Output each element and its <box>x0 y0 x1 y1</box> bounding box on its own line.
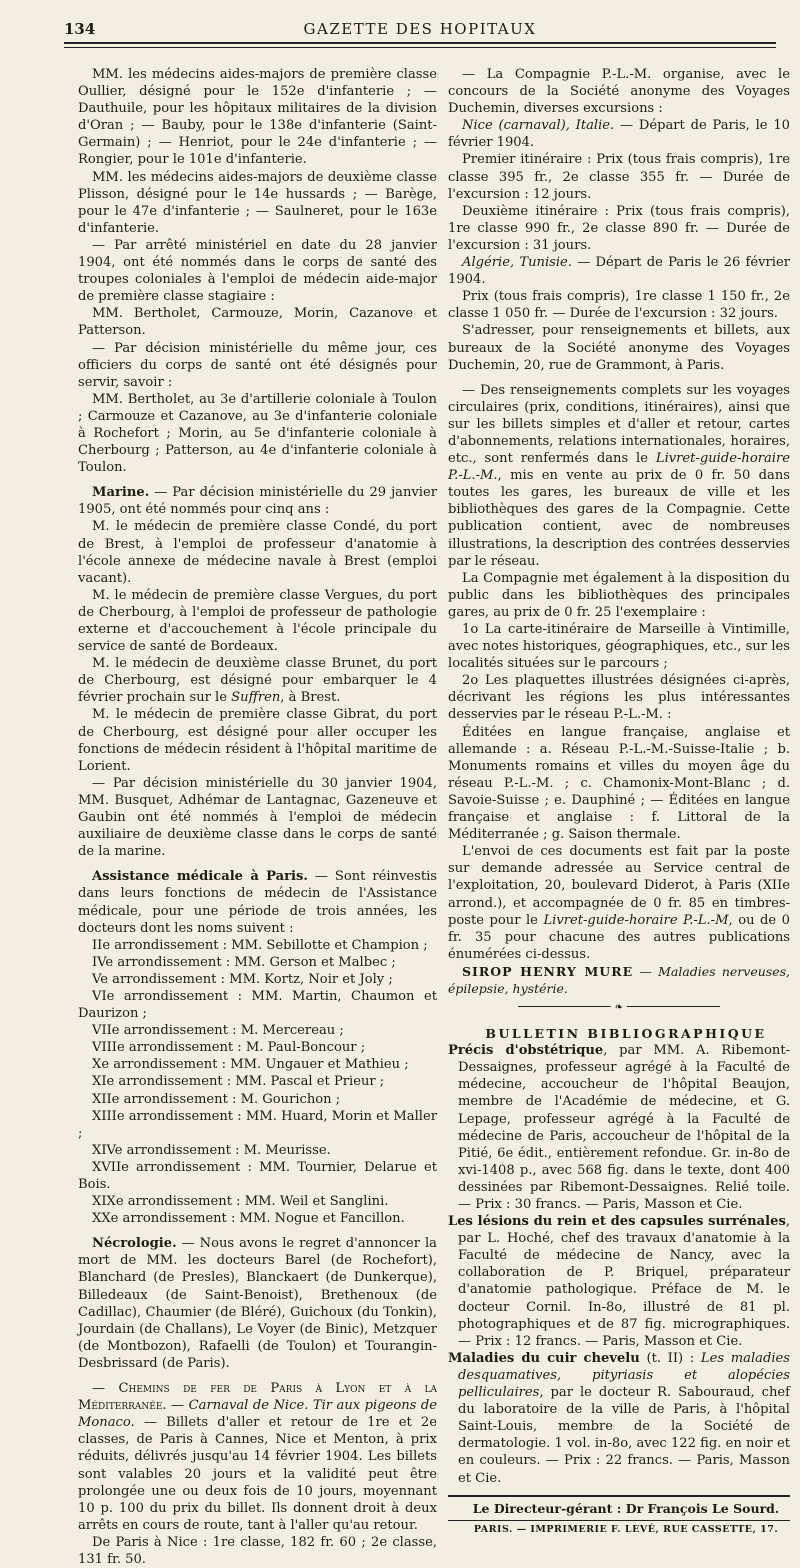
paragraph: Prix (tous frais compris), 1re classe 1 150 fr., 2e classe 1 050 fr. — Durée de l'excursion : 32 jours. <box>448 289 790 322</box>
text-italic: Algérie, Tunisie. <box>462 255 572 271</box>
section-heading: — Chemins de fer de Paris à Lyon et à la Méditerranée. <box>78 1381 437 1414</box>
entry-text: (t. II) : <box>639 1350 701 1366</box>
bibliography-entry <box>448 1213 790 1350</box>
paragraph: — Par décision ministérielle du même jour, ces officiers du corps de santé ont été désignés pour servir, savoir : <box>78 340 437 390</box>
entry-text: , par MM. A. Ribemont-Dessaignes, professeur agrégé à la Faculté de médecine, accoucheur de l'hôpital Beaujon, membre de l'Académie de médecine, et G. Lepage, professeur agrégé à la Faculté de médecine de Paris, accoucheur de l'hôpital de la Pitié, 6e édit., entièrement refondue. Gr. in-8o de xvi-1408 p., avec 568 fig. dans le texte, dont 400 dessinées par Ribemont-Dessaignes. Relié toile. — Prix : 30 francs. — Paris, Masson et Cie. <box>458 1043 791 1212</box>
section-necrologie <box>78 1235 437 1372</box>
section-text: — Sont réinvestis dans leurs fonctions de médecin de l'Assistance médicale, pour une période de trois années, les docteurs dont les noms suivent : <box>78 869 438 936</box>
paragraph: Éditées en langue française, anglaise et allemande : a. Réseau P.-L.-M.-Suisse-Italie ; b. Monuments romains et villes du moyen âge du réseau P.-L.-M. ; c. Chamonix-Mont-Blanc ; d. Savoie-Suisse ; e. Dauphiné ; — Éditées en langue française et anglaise : f. Littoral de la Méditerranée ; g. Saison thermale. <box>448 724 790 843</box>
text-run: — Des renseignements complets sur les voyages circulaires (prix, conditions, itinéraires), ainsi que sur les billets simples et d'aller et retour, cartes d'abonnements, relations internationales, horaires, etc., sont renfermés dans le <box>448 382 790 467</box>
section-text: — Par décision ministérielle du 29 janvier 1905, ont été nommés pour cinq ans : <box>78 485 437 518</box>
section-heading: Marine. <box>92 485 150 501</box>
ship-name: Suffren <box>231 690 281 706</box>
bulletin-title: BULLETIN BIBLIOGRAPHIQUE <box>485 1026 767 1042</box>
text-italic: Livret-guide-horaire P.-L.-M. <box>448 451 790 484</box>
text-run: , ou de 0 fr. 35 pour chacune des autres publications énumérées ci-dessus. <box>448 912 791 962</box>
section-text: — Billets d'aller et retour de 1re et 2e classes, de Paris à Cannes, Nice et Menton, à prix réduits, délivrés jusqu'au 14 février 1904. Les billets sont valables 20 jours et la validité peut être prolongée une ou deux fois de 10 jours, moyennant 10 p. 100 du prix du billet. Ils donnent droit à deux arrêts en cours de route, tant à l'aller qu'au retour. <box>78 1415 437 1533</box>
text-italic: Livret-guide-horaire P.-L.-M <box>543 912 729 928</box>
section-heading: Assistance médicale à Paris. <box>92 869 308 885</box>
ornament-icon: ❧ <box>611 999 627 1016</box>
list-item: XIVe arrondissement : M. Meurisse. <box>92 1142 331 1158</box>
section-heading: Nécrologie. <box>92 1236 177 1252</box>
entry-text: , par L. Hoché, chef des travaux d'anatomie à la Faculté de médecine de Nancy, avec la collaboration de P. Briquel, préparateur d'anatomie pathologique. Préface de M. le docteur Cornil. In-8o, illustré de 81 pl. photographiques et de 87 fig. micrographiques. — Prix : 12 francs. — Paris, Masson et Cie. <box>458 1214 790 1349</box>
text-italic: Nice (carnaval), Italie. <box>462 118 615 134</box>
bibliography-entry <box>448 1042 790 1213</box>
list-item: VIIIe arrondissement : M. Paul-Boncour ; <box>92 1040 366 1056</box>
paragraph: M. le médecin de première classe Condé, du port de Brest, à l'emploi de professeur d'anatomie à l'école annexe de médecine navale à Brest (emploi vacant). <box>78 519 437 586</box>
advertisement-sirop <box>448 963 790 997</box>
paragraph: 1o La carte-itinéraire de Marseille à Vintimille, avec notes historiques, géographiques, etc., sur les localités situées sur le parcours ; <box>448 622 790 672</box>
header-rule-thin <box>64 47 776 48</box>
list-item: XIXe arrondissement : MM. Weil et Sanglini. <box>92 1194 389 1210</box>
list-item: XIe arrondissement : MM. Pascal et Prieur ; <box>92 1074 385 1090</box>
list-item: Ve arrondissement : MM. Kortz, Noir et Joly ; <box>92 971 393 987</box>
entry-title: Précis d'obstétrique <box>448 1043 604 1059</box>
text-run: — Départ de Paris, le 10 février 1904. <box>448 118 790 151</box>
paragraph: MM. Bertholet, Carmouze, Morin, Cazanove et Patterson. <box>78 306 437 339</box>
paragraph: MM. les médecins aides-majors de deuxième classe Plisson, désigné pour le 14e hussards ; — Barège, pour le 47e d'infanterie ; — Saulneret, pour le 163e d'infanterie. <box>78 169 437 236</box>
paragraph: M. le médecin de première classe Vergues, du port de Cherbourg, à l'emploi de professeur de pathologie externe et d'accouchement à l'école principale du service de santé de Bordeaux. <box>78 587 437 655</box>
text-run: M. le médecin de deuxième classe Brunet, du port de Cherbourg, est désigné pour embarquer le 4 février prochain sur le <box>78 656 437 706</box>
paragraph: — Par décision ministérielle du 30 janvier 1904, MM. Busquet, Adhémar de Lantagnac, Gazeneuve et Gaubin ont été nommés à l'emploi de médecin auxiliaire de deuxième classe dans le corps de santé de la marine. <box>78 775 437 860</box>
paragraph <box>448 843 790 963</box>
page-number: 134 <box>64 20 96 38</box>
paragraph: — Par arrêté ministériel en date du 28 janvier 1904, ont été nommés dans le corps de santé des troupes coloniales à l'emploi de médecin aide-major de première classe stagiaire : <box>78 237 437 305</box>
list-item: Xe arrondissement : MM. Ungauer et Mathieu ; <box>92 1057 409 1073</box>
bibliography-entry <box>448 1350 790 1487</box>
text-run: , à Brest. <box>280 690 341 706</box>
paragraph <box>448 254 790 288</box>
entry-title: Maladies du cuir chevelu <box>448 1350 640 1366</box>
paragraph: M. le médecin de première classe Gibrat, du port de Cherbourg, est désigné pour aller occuper les fonctions de médecin résident à l'hôpital maritime de Lorient. <box>78 707 437 774</box>
paragraph: S'adresser, pour renseignements et billets, aux bureaux de la Société anonyme des Voyages Duchemin, 20, rue de Grammont, à Paris. <box>448 323 790 373</box>
text-run: — Départ de Paris le 26 février 1904. <box>448 255 790 288</box>
entry-text: , par le docteur R. Sabouraud, chef du laboratoire de la ville de Paris, à l'hôpital Saint-Louis, membre de la Société de dermatologie. 1 vol. in-8o, avec 122 fig. en noir et en couleurs. — Prix : 22 francs. — Paris, Masson et Cie. <box>458 1385 790 1486</box>
section-chemins-de-fer <box>78 1380 437 1534</box>
list-item: VIIe arrondissement : M. Mercereau ; <box>92 1023 344 1039</box>
header-rule-thick <box>64 42 776 44</box>
advertisement-text: — Maladies nerveuses, épilepsie, hystérie. <box>448 963 790 996</box>
list-item: XXe arrondissement : MM. Nogue et Fancillon. <box>92 1211 405 1227</box>
paragraph: De Paris à Nice : 1re classe, 182 fr. 60 ; 2e classe, 131 fr. 50. <box>78 1534 437 1567</box>
director-line: Le Directeur-gérant : Dr François Le Sourd. <box>472 1500 780 1516</box>
paragraph: MM. Bertholet, au 3e d'artillerie coloniale à Toulon ; Carmouze et Cazanove, au 3e d'infanterie coloniale à Rochefort ; Morin, au 5e d'infanterie coloniale à Cherbourg ; Patterson, au 4e d'infanterie coloniale à Toulon. <box>78 391 437 476</box>
list-item: XVIIe arrondissement : MM. Tournier, Delarue et Bois. <box>78 1159 437 1192</box>
section-text: — Nous avons le regret d'annoncer la mort de MM. les docteurs Barel (de Rochefort), Blanchard (de Presles), Blanckaert (de Dunkerque), Billedeaux (de Saint-Benoist), Brethenoux (de Cadillac), Chaumier (de Bléré), Guichoux (du Tonkin), Jourdain (de Challans), Le Voyer (de Binic), Metzquer (de Montbozon), Rafaelli (de Toulon) et Tourangin-Desbrissard (de Paris). <box>78 1236 437 1371</box>
paragraph: 2o Les plaquettes illustrées désignées ci-après, décrivant les régions les plus intéressantes desservies par le réseau P.-L.-M. : <box>448 673 790 723</box>
paragraph: Deuxième itinéraire : Prix (tous frais compris), 1re classe 990 fr., 2e classe 890 fr. — Durée de l'excursion : 31 jours. <box>448 203 790 253</box>
entry-italic: Les maladies desquamatives, pityriasis et alopécies pelliculaires <box>458 1350 790 1401</box>
paragraph <box>448 382 790 570</box>
left-column <box>78 66 437 1568</box>
printer-line: PARIS. — IMPRIMERIE F. LEVÉ, RUE CASSETTE, 17. <box>473 1523 779 1535</box>
list-item: IIe arrondissement : MM. Sebillotte et Champion ; <box>92 937 428 953</box>
list-item: XIIe arrondissement : M. Gourichon ; <box>92 1091 341 1107</box>
journal-title: GAZETTE DES HOPITAUX <box>303 20 537 38</box>
entry-title: Les lésions du rein et des capsules surrénales <box>448 1214 786 1230</box>
list-item: VIe arrondissement : MM. Martin, Chaumon et Daurizon ; <box>78 988 437 1022</box>
paragraph: La Compagnie met également à la disposition du public dans les bibliothèques des principales gares, au prix de 0 fr. 25 l'exemplaire : <box>448 570 790 620</box>
text-run: , mis en vente au prix de 0 fr. 50 dans toutes les gares, les bureaux de ville et les bibliothèques des gares de la Compagnie. Cette publication contient, avec de nombreuses illustrations, la description des contrées desservies par le réseau. <box>448 468 790 569</box>
text-run: L'envoi de ces documents est fait par la poste sur demande adressée au Service central de l'exploitation, 20, boulevard Diderot, à Paris (XIIe arrond.), et accompagnée de 0 fr. 85 en timbres-poste pour le <box>448 844 790 928</box>
ornament-divider <box>448 999 790 1015</box>
section-marine <box>78 484 437 518</box>
section-assistance <box>78 868 437 936</box>
section-subtitle: — Carnaval de Nice. Tir aux pigeons de Monaco. <box>78 1398 437 1431</box>
list-item: IVe arrondissement : MM. Gerson et Malbec ; <box>92 954 396 970</box>
paragraph: Premier itinéraire : Prix (tous frais compris), 1re classe 395 fr., 2e classe 355 fr. — Durée de l'excursion : 12 jours. <box>448 152 790 202</box>
list-item: XIIIe arrondissement : MM. Huard, Morin et Maller ; <box>78 1108 437 1141</box>
page-header <box>64 16 776 52</box>
right-column <box>448 66 790 1538</box>
advertisement-brand: SIROP HENRY MURE <box>462 963 634 979</box>
paragraph: — La Compagnie P.-L.-M. organise, avec le concours de la Société anonyme des Voyages Duchemin, diverses excursions : <box>448 67 790 117</box>
paragraph <box>78 655 437 706</box>
paragraph: MM. les médecins aides-majors de première classe Oullier, désigné pour le 152e d'infanterie ; — Dauthuile, pour les hôpitaux militaires de la division d'Oran ; — Bauby, pour le 138e d'infanterie (Saint-Germain) ; — Henriot, pour le 24e d'infanterie ; — Rongier, pour le 101e d'infanterie. <box>78 67 437 168</box>
paragraph <box>448 117 790 151</box>
